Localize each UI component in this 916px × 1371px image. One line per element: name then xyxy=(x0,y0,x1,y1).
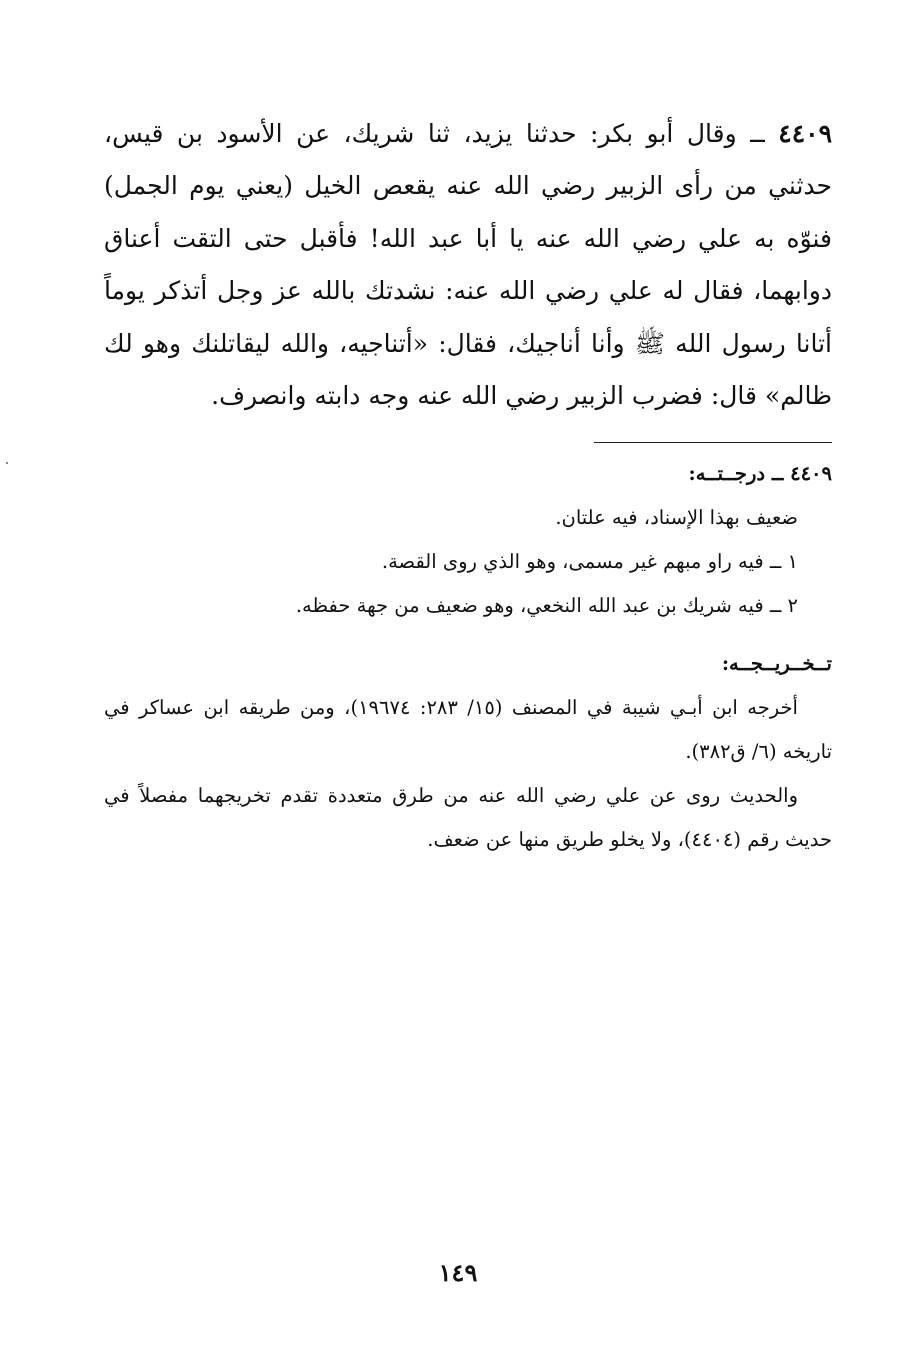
grade-reason-1: ١ ــ فيه راو مبهم غير مسمى، وهو الذي روى القصة. xyxy=(381,550,798,573)
footnotes-block xyxy=(104,452,832,862)
hadith-body: ــ وقال أبو بكر: حدثنا يزيد، ثنا شريك، عن الأسود بن قيس، حدثني من رأى الزبير رضي الله عنه يقعص الخيل (يعني يوم الجمل) فنوّه به علي رضي الله عنه يا أبا عبد الله! فأقبل حتى التقت أعناق دوابهما، فقال له علي رضي الله عنه: نشدتك بالله عز وجل أتذكر يوماً أتانا رسول الله ﷺ وأنا أناجيك، فقال: «أتناجيه، والله ليقاتلنك وهو لك ظالم» قال: فضرب الزبير رضي الله عنه وجه دابته وانصرف. xyxy=(104,119,832,411)
page-number: ١٤٩ xyxy=(438,1258,478,1287)
grade-reason-2: ٢ ــ فيه شريك بن عبد الله النخعي، وهو ضعيف من جهة حفظه. xyxy=(295,594,798,617)
grade-summary: ضعيف بهذا الإسناد، فيه علتان. xyxy=(555,506,798,529)
takhrij-paragraph-1: أخرجه ابن أبـي شيبة في المصنف (١٥/ ٢٨٣: ١٩٦٧٤)، ومن طريقه ابن عساكر في تاريخه (٦/ ق٣٨٢). xyxy=(104,696,832,763)
hadith-text-block xyxy=(104,108,832,422)
footnote-separator xyxy=(594,442,832,443)
grade-heading: ٤٤٠٩ ــ درجــتــه: xyxy=(688,462,832,485)
takhrij-paragraph-2: والحديث روى عن علي رضي الله عنه من طرق متعددة تقدم تخريجهما مفصلاً في حديث رقم (٤٤٠٤)، ولا يخلو طريق منها عن ضعف. xyxy=(104,784,832,851)
takhrij-heading: تــخــريــجــه: xyxy=(721,652,832,675)
hadith-number: ٤٤٠٩ xyxy=(778,119,832,148)
scan-speck xyxy=(6,462,8,464)
section-gap xyxy=(104,628,832,642)
